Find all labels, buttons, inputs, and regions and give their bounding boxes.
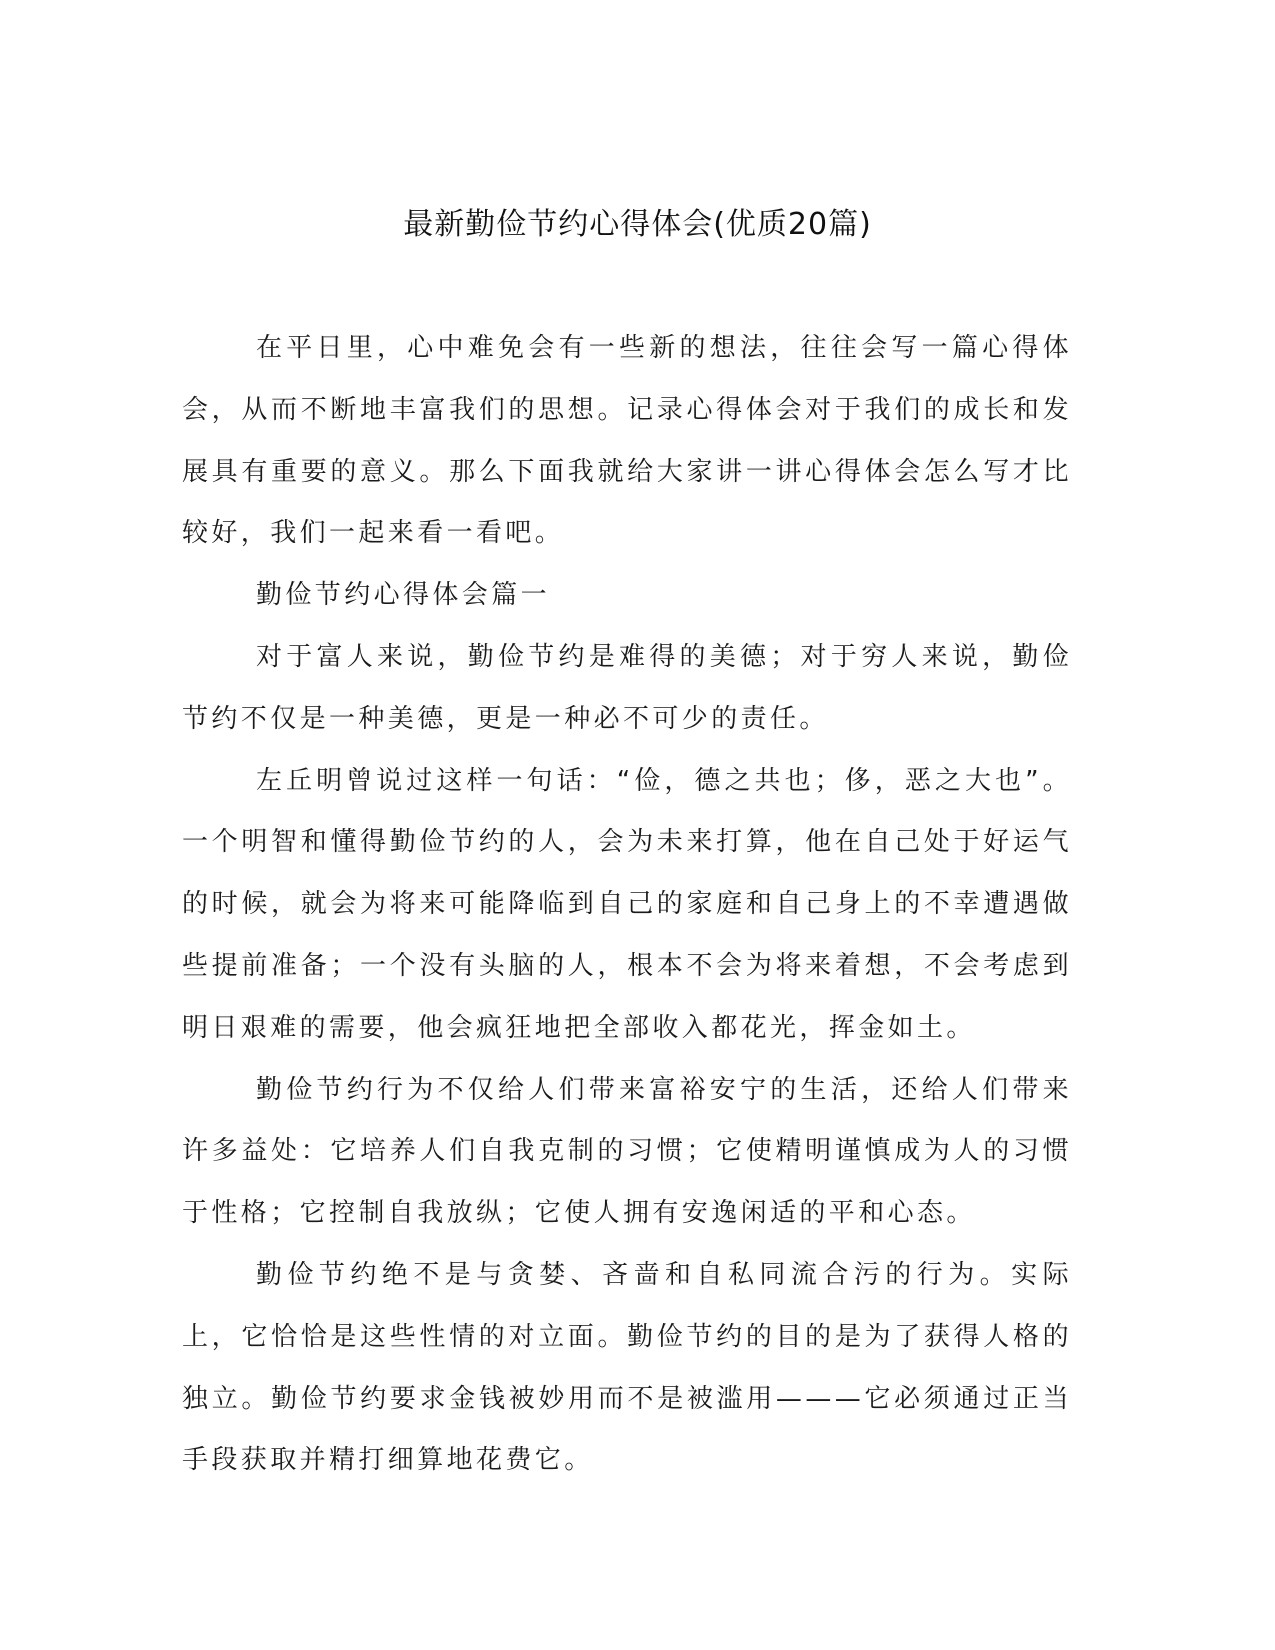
paragraph-purpose: 勤俭节约绝不是与贪婪、吝啬和自私同流合污的行为。实际上，它恰恰是这些性情的对立面。勤俭节约的目的是为了获得人格的独立。勤俭节约要求金钱被妙用而不是被滥用———它必须通过正当手段获取并精打细算地花费它。	[182, 1259, 1072, 1476]
section-heading: 勤俭节约心得体会篇一	[256, 580, 551, 611]
paragraph-intro: 在平日里，心中难免会有一些新的想法，往往会写一篇心得体会，从而不断地丰富我们的思想。记录心得体会对于我们的成长和发展具有重要的意义。那么下面我就给大家讲一讲心得体会怎么写才比较好，我们一起来看一看吧。	[182, 333, 1072, 549]
document-title: 最新勤俭节约心得体会(优质20篇)	[403, 207, 872, 242]
paragraph-benefits: 勤俭节约行为不仅给人们带来富裕安宁的生活，还给人们带来许多益处：它培养人们自我克制的习惯；它使精明谨慎成为人的习惯于性格；它控制自我放纵；它使人拥有安逸闲适的平和心态。	[182, 1074, 1072, 1229]
document-body	[182, 318, 1072, 1492]
paragraph-zuo-qiuming-quote: 左丘明曾说过这样一句话：“俭，德之共也；侈，恶之大也”。一个明智和懂得勤俭节约的人，会为未来打算，他在自己处于好运气的时候，就会为将来可能降临到自己的家庭和自己身上的不幸遭遇做些提前准备；一个没有头脑的人，根本不会为将来着想，不会考虑到明日艰难的需要，他会疯狂地把全部收入都花光，挥金如土。	[182, 765, 1072, 1043]
paragraph-rich-poor: 对于富人来说，勤俭节约是难得的美德；对于穷人来说，勤俭节约不仅是一种美德，更是一种必不可少的责任。	[182, 641, 1072, 734]
